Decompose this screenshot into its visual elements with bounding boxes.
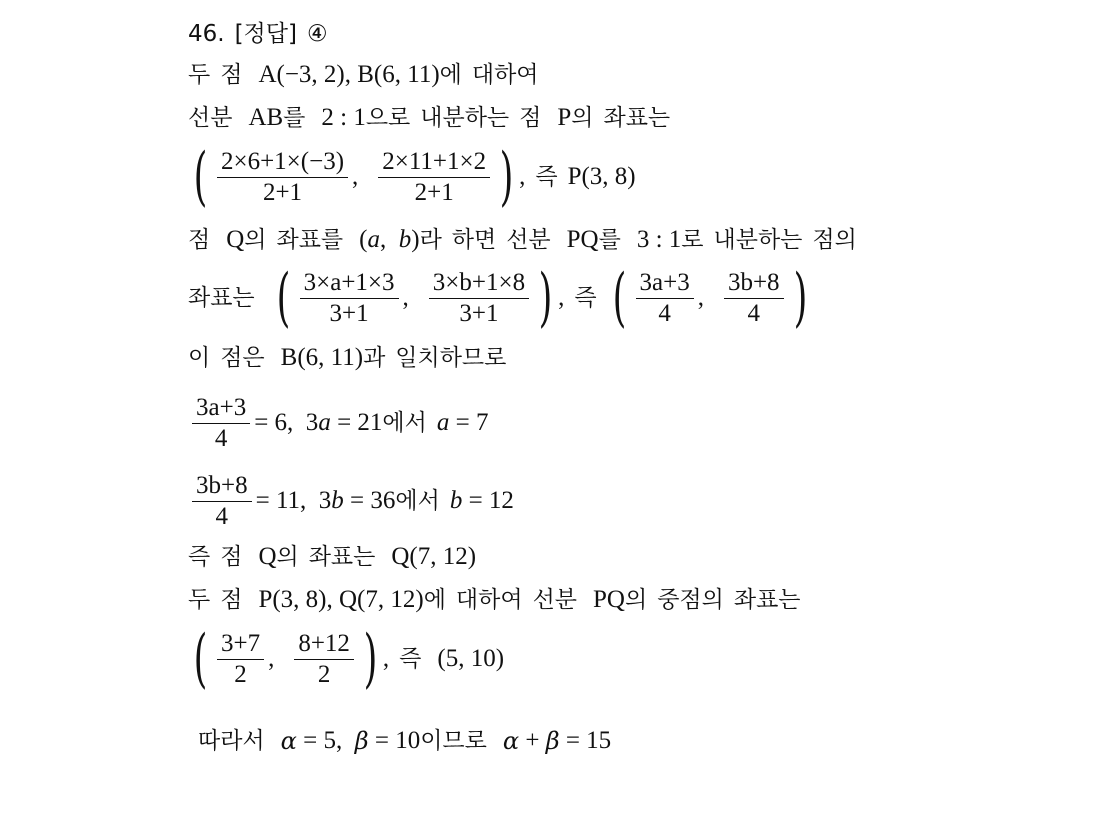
word: 의 xyxy=(244,227,267,253)
numerator: 3a+3 xyxy=(192,393,250,424)
word: 내분하는 xyxy=(420,105,510,131)
word: 즉 xyxy=(399,646,422,672)
text-line-6 xyxy=(188,343,506,373)
denominator: 3+1 xyxy=(459,299,499,327)
problem-number: 46. xyxy=(188,21,225,47)
answer-tag: [정답] xyxy=(234,21,297,47)
math-point-q: Q xyxy=(226,226,245,253)
word: 에서 xyxy=(382,410,427,436)
word: 에 xyxy=(423,587,446,613)
word: 이 xyxy=(188,345,211,371)
numerator: 3b+8 xyxy=(724,268,784,299)
text-line-3 xyxy=(188,140,636,214)
word: 에서 xyxy=(395,488,440,514)
math-var-a: a xyxy=(318,409,331,436)
fraction xyxy=(378,147,490,208)
answer-mark: ④ xyxy=(306,21,328,47)
word: 의 xyxy=(276,544,299,570)
text-line-2 xyxy=(188,103,670,133)
text-line-8 xyxy=(188,468,514,534)
numerator: 8+12 xyxy=(294,629,354,660)
word: 의 xyxy=(571,105,594,131)
fraction xyxy=(217,629,264,690)
denominator: 2 xyxy=(317,660,331,688)
math-var-a: a xyxy=(436,409,450,436)
math-segment-pq: PQ xyxy=(593,586,625,613)
denominator: 4 xyxy=(658,299,671,327)
math-alpha: α xyxy=(280,727,297,755)
right-paren: ) xyxy=(499,140,514,214)
math-close: ) xyxy=(411,226,420,253)
fraction xyxy=(294,629,354,690)
word: 선분 xyxy=(188,105,233,131)
word: 대하여 xyxy=(455,587,523,613)
fraction xyxy=(192,393,250,454)
word: 즉 xyxy=(535,164,558,190)
word: 두 xyxy=(188,62,211,88)
numerator: 3b+8 xyxy=(192,471,252,502)
math-segment-pq: PQ xyxy=(566,226,599,253)
word: 내분하는 xyxy=(713,227,803,253)
word: 좌표는 xyxy=(308,544,376,570)
math-eq: = 5, xyxy=(296,727,355,754)
numerator: 3a+3 xyxy=(636,268,694,299)
text-line-1 xyxy=(188,60,539,90)
word: 과 xyxy=(363,345,386,371)
denominator: 2 xyxy=(234,660,247,688)
text-line-10 xyxy=(188,585,801,615)
word: 점 xyxy=(220,544,243,570)
comma: , xyxy=(402,284,409,311)
word: 좌표는 xyxy=(188,285,255,311)
problem-header xyxy=(188,19,328,49)
word: 일치하므로 xyxy=(395,345,507,371)
comma: , xyxy=(519,163,526,190)
math-var-b: b xyxy=(398,226,412,253)
fraction xyxy=(192,471,252,532)
fraction xyxy=(300,268,399,329)
numerator: 3×b+1×8 xyxy=(429,268,529,299)
word: 즉 xyxy=(188,544,211,570)
denominator: 2+1 xyxy=(414,178,454,206)
math-var-b: b xyxy=(449,487,463,514)
word: 를 xyxy=(283,105,306,131)
fraction xyxy=(636,268,694,329)
comma: , xyxy=(268,645,275,672)
math-eq: = 36 xyxy=(343,487,396,514)
numerator: 2×11+1×2 xyxy=(378,147,490,178)
numerator: 2×6+1×(−3) xyxy=(217,147,348,178)
math-point-p: P xyxy=(557,104,572,131)
comma: , xyxy=(382,645,390,672)
word: 점의 xyxy=(812,227,857,253)
word: 즉 xyxy=(574,285,597,311)
math-eq: = 11, 3 xyxy=(255,487,332,514)
word: 점은 xyxy=(220,345,265,371)
math-var-a: a xyxy=(367,226,380,253)
word: 점 xyxy=(220,62,243,88)
math-beta: β xyxy=(545,727,560,755)
math-eq: = 12 xyxy=(462,487,514,514)
word: 점 xyxy=(519,105,542,131)
text-line-5 xyxy=(188,261,813,335)
comma: , xyxy=(352,163,359,190)
math-var-b: b xyxy=(331,487,344,514)
word: 를 xyxy=(598,227,621,253)
word: 선분 xyxy=(506,227,551,253)
comma: , xyxy=(697,284,704,311)
word: 대하여 xyxy=(471,62,539,88)
left-paren: ( xyxy=(612,261,626,335)
text-line-4 xyxy=(188,225,857,255)
math-sep: , xyxy=(379,226,399,253)
word: 따라서 xyxy=(198,728,265,754)
word: 하면 xyxy=(451,227,497,253)
word: 좌표는 xyxy=(603,105,671,131)
word: 이므로 xyxy=(420,728,487,754)
word: 에 xyxy=(439,62,462,88)
math-points-pq: P(3, 8), Q(7, 12) xyxy=(258,586,424,613)
math-point-b: B(6, 11) xyxy=(280,344,364,371)
numerator: 3×a+1×3 xyxy=(300,268,399,299)
math-plus: + xyxy=(519,727,546,754)
denominator: 4 xyxy=(214,424,228,452)
left-paren: ( xyxy=(193,622,208,696)
math-segment-ab: AB xyxy=(248,104,284,131)
text-line-7 xyxy=(188,390,488,456)
math-eq: = 6, 3 xyxy=(254,409,319,436)
word: 으로 xyxy=(365,105,411,131)
numerator: 3+7 xyxy=(217,629,264,660)
word: 점 xyxy=(220,587,243,613)
math-open: ( xyxy=(359,226,368,253)
math-eq: = 21 xyxy=(330,409,383,436)
word: 로 xyxy=(681,227,704,253)
text-line-12 xyxy=(198,726,611,756)
denominator: 4 xyxy=(747,299,760,327)
math-point-q: Q xyxy=(258,543,277,570)
word: 의 xyxy=(624,587,648,613)
math-beta: β xyxy=(354,727,369,755)
denominator: 4 xyxy=(215,502,229,530)
math-point-p-result: P(3, 8) xyxy=(567,163,636,190)
math-eq: = 15 xyxy=(559,727,612,754)
word: 좌표는 xyxy=(733,587,801,613)
fraction xyxy=(724,268,784,329)
math-points-ab: A(−3, 2), B(6, 11) xyxy=(258,61,440,88)
math-eq: = 7 xyxy=(449,409,489,436)
math-point-q-result: Q(7, 12) xyxy=(391,543,477,570)
right-paren: ) xyxy=(793,261,807,335)
fraction xyxy=(217,147,348,208)
math-midpoint: (5, 10) xyxy=(437,645,505,672)
comma: , xyxy=(558,284,565,311)
fraction xyxy=(429,268,529,329)
word: 두 xyxy=(188,587,211,613)
right-paren: ) xyxy=(363,622,378,696)
math-ratio: 2 : 1 xyxy=(321,104,366,131)
word: 선분 xyxy=(532,587,578,613)
word: 점 xyxy=(188,227,211,253)
math-ratio: 3 : 1 xyxy=(636,226,682,253)
text-line-11 xyxy=(188,622,505,696)
denominator: 2+1 xyxy=(262,178,303,206)
math-eq: = 10 xyxy=(368,727,421,754)
right-paren: ) xyxy=(538,261,553,335)
left-paren: ( xyxy=(276,261,291,335)
word: 좌표를 xyxy=(276,227,344,253)
word: 중점의 xyxy=(657,587,724,613)
word: 라 xyxy=(419,227,442,253)
text-line-9 xyxy=(188,542,476,572)
denominator: 3+1 xyxy=(329,299,369,327)
left-paren: ( xyxy=(193,140,208,214)
math-alpha: α xyxy=(502,727,520,755)
